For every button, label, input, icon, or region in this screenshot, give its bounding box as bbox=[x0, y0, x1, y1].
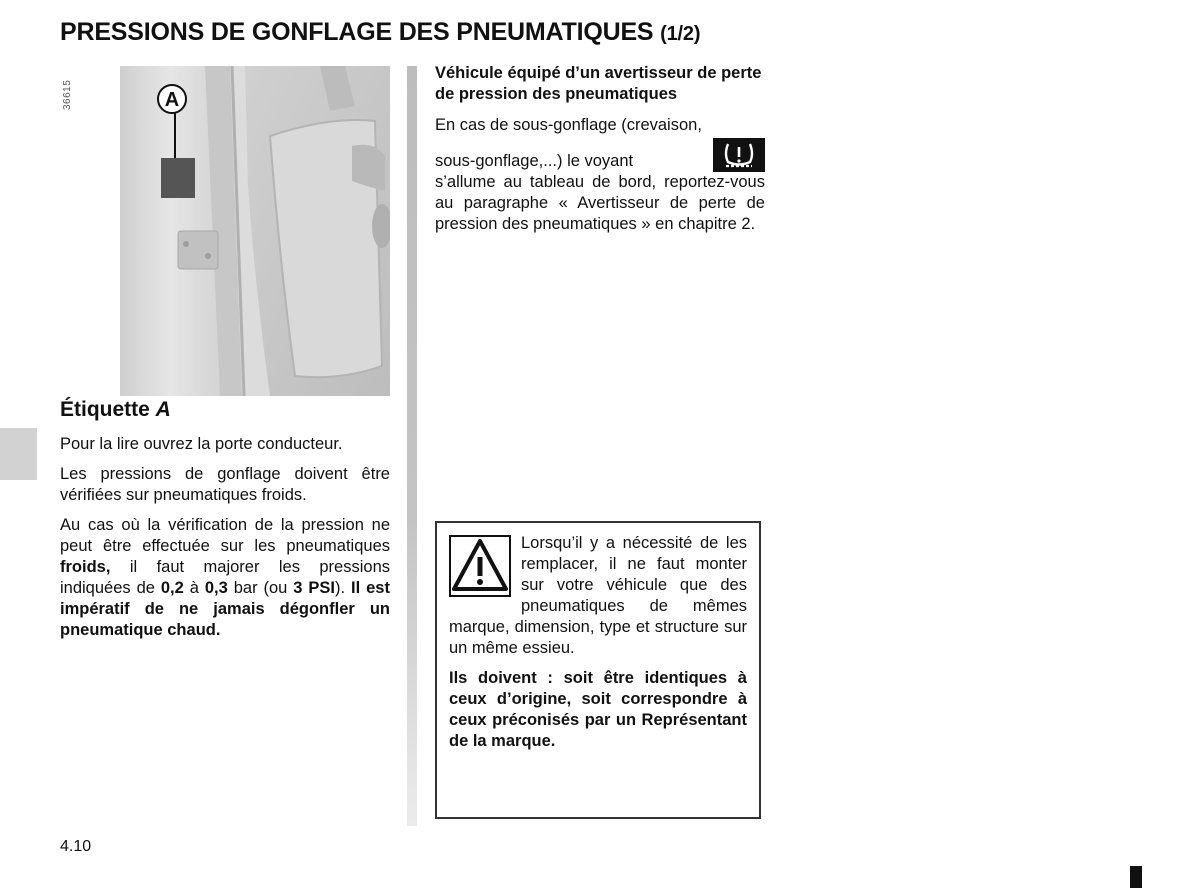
warning-text-1: Lorsqu’il y a nécessité de les remplacer, il ne faut monter sur votre véhicule que des pneumatiques de mêmes marque, dimension, type et structure sur un même essieu. bbox=[449, 534, 747, 657]
paragraph-pressure-adjustment: Au cas où la vérification de la pression ne peut être effectuée sur les pneumatiques froids, il faut majorer les pressions indiquées de 0,2 à 0,3 bar (ou 3 PSI). Il est impératif de ne jamais dégonfler un pneumatique chaud. bbox=[60, 516, 390, 639]
figure-reference-number: 36615 bbox=[62, 79, 73, 110]
warning-text-2: Ils doivent : soit être identiques à ceux d’origine, soit correspondre à ceux préconisés par un Représentant de la marque. bbox=[449, 669, 747, 750]
warning-triangle-icon bbox=[449, 535, 511, 597]
tpms-line-1: En cas de sous-gonflage (crevaison, bbox=[435, 116, 702, 134]
warning-box bbox=[435, 521, 761, 819]
chapter-tab bbox=[0, 428, 37, 480]
column-divider bbox=[407, 66, 417, 826]
tpms-heading: Véhicule équipé d’un avertisseur de perte de pression des pneumatiques bbox=[435, 64, 762, 103]
callout-label: A bbox=[164, 89, 180, 111]
tpms-line-2: sous-gonflage,...) le voyant bbox=[435, 152, 634, 170]
page-indicator: (1/2) bbox=[660, 23, 701, 45]
tpms-paragraph-rest: s’allume au tableau de bord, reportez-vous au paragraphe « Avertisseur de perte de pression des pneumatiques » en chapitre 2. bbox=[435, 173, 765, 233]
tpms-line-with-indicator bbox=[435, 138, 765, 172]
left-column bbox=[60, 398, 390, 650]
paragraph-read-label: Pour la lire ouvrez la porte conducteur. bbox=[60, 435, 343, 453]
paragraph-cold-tyres: Les pressions de gonflage doivent être vérifiées sur pneumatiques froids. bbox=[60, 465, 390, 504]
right-column bbox=[435, 63, 765, 244]
door-illustration bbox=[120, 66, 390, 396]
door-label-a bbox=[161, 158, 195, 198]
page-title bbox=[60, 18, 700, 47]
page-number: 4.10 bbox=[60, 838, 92, 855]
title-text: PRESSIONS DE GONFLAGE DES PNEUMATIQUES bbox=[60, 18, 654, 46]
corner-mark bbox=[1130, 866, 1142, 888]
tire-pressure-warning-icon bbox=[713, 138, 765, 172]
label-heading: Étiquette A bbox=[60, 398, 171, 421]
door-label-location-drawing bbox=[120, 66, 390, 396]
